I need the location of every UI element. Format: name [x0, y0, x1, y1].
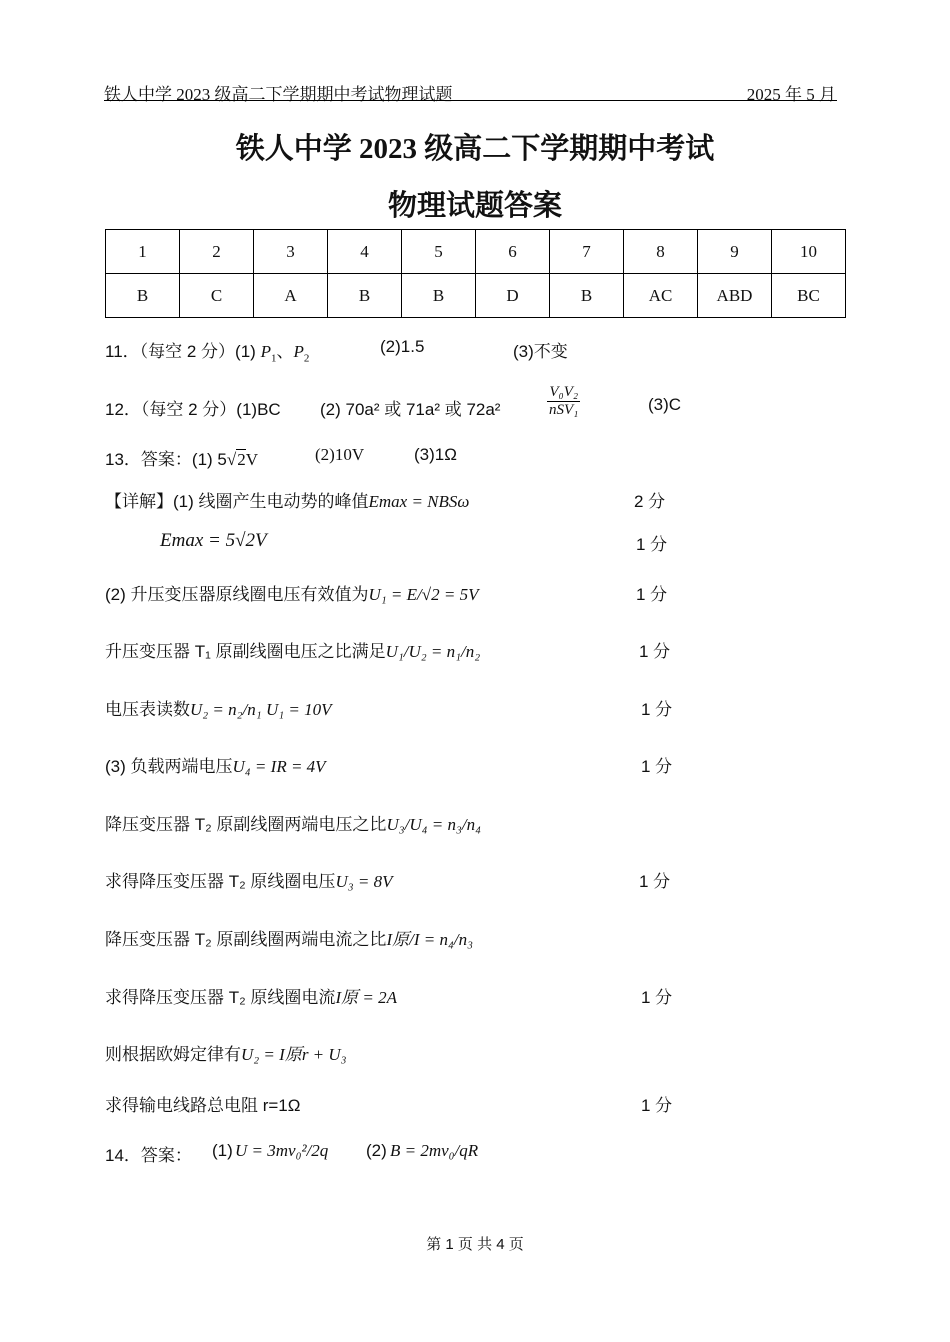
q12-prefix: 12．（每空 2 分）(1)BC	[105, 400, 281, 419]
table-cell: 2	[180, 230, 254, 274]
table-cell: C	[180, 274, 254, 318]
detail-line-6	[105, 752, 326, 777]
detail-line-7	[105, 810, 481, 835]
page-subtitle: 物理试题答案	[387, 190, 562, 222]
detail-formula: U₁ = E/√2 = 5V	[368, 585, 479, 604]
table-row-answers	[106, 274, 846, 318]
detail-formula: U₂ = I原r + U₃	[241, 1045, 347, 1064]
detail-formula: U₂ = n₂/n₁ U₁ = 10V	[190, 700, 332, 719]
detail-line-4	[105, 637, 480, 662]
page-footer: 第 1 页 共 4 页	[426, 1236, 524, 1253]
q11-part2: (2)1.5	[380, 337, 425, 356]
detail-text: 降压变压器 T₂ 原副线圈两端电流之比	[105, 930, 387, 949]
detail-text: (2) 升压变压器原线圈电压有效值为	[105, 585, 369, 604]
table-cell: D	[476, 274, 550, 318]
q14-line	[105, 1141, 479, 1166]
detail-score-1: 2 分	[634, 492, 666, 511]
detail-score-2: 1 分	[636, 535, 668, 554]
detail-text: 求得输电线路总电阻 r=1Ω	[105, 1096, 301, 1115]
detail-formula: Emax = 5√2V	[160, 530, 267, 551]
detail-formula: U₄ = IR = 4V	[232, 757, 326, 776]
table-row-numbers	[106, 230, 846, 274]
table-cell: B	[106, 274, 180, 318]
q13-line: 13．答案：(1) 5√2V (2)10V (3)1Ω	[105, 445, 457, 469]
q11-sub-1: 1	[270, 352, 277, 365]
table-cell: 10	[772, 230, 846, 274]
q11-prefix: 11．（每空 2 分）(1)	[105, 342, 261, 361]
q13-prefix: 13．答案：(1) 5	[105, 450, 227, 469]
detail-score-3: 1 分	[636, 585, 668, 604]
table-cell: A	[254, 274, 328, 318]
q11-answer-2: P	[293, 342, 304, 361]
table-cell: 6	[476, 230, 550, 274]
q13-part3: (3)1Ω	[414, 445, 457, 464]
q11-answer-1: P	[260, 342, 271, 361]
table-cell: B	[402, 274, 476, 318]
table-cell: B	[550, 274, 624, 318]
detail-text: 求得降压变压器 T₂ 原线圈电压	[105, 872, 336, 891]
detail-line-2	[160, 530, 267, 552]
table-cell: 7	[550, 230, 624, 274]
detail-text: 则根据欧姆定律有	[105, 1045, 241, 1064]
q14-part1-label: (1)	[212, 1141, 233, 1160]
detail-line-3	[105, 580, 478, 605]
table-cell: AC	[624, 274, 698, 318]
header-right: 2025 年 5 月	[746, 85, 836, 104]
table-cell: BC	[772, 274, 846, 318]
q13-part2: (2)10V	[315, 445, 365, 464]
detail-line-8	[105, 867, 392, 892]
q12-part2: (2) 70a² 或 71a² 或 72a²	[320, 400, 501, 419]
detail-line-1	[105, 487, 469, 512]
table-cell: 3	[254, 230, 328, 274]
table-cell: 1	[106, 230, 180, 274]
page-title: 铁人中学 2023 级高二下学期期中考试	[235, 133, 715, 165]
q12-fraction	[547, 384, 580, 420]
detail-formula: I原/I = n₄/n₃	[386, 930, 473, 949]
detail-formula: Emax = NBSω	[368, 492, 470, 511]
q14-part2-label: (2)	[366, 1141, 387, 1160]
q12-part3: (3)C	[648, 395, 682, 414]
table-cell: 4	[328, 230, 402, 274]
q14-formula-2: B = 2mv₀/qR	[390, 1141, 479, 1160]
detail-score-12: 1 分	[641, 1096, 673, 1115]
detail-formula: U₃/U₄ = n₃/n₄	[386, 815, 482, 834]
detail-score-10: 1 分	[641, 988, 673, 1007]
q12-fraction-denominator: nSV₁	[549, 402, 579, 419]
detail-line-5	[105, 695, 332, 720]
detail-line-12	[105, 1091, 300, 1116]
detail-text: (3) 负载两端电压	[105, 757, 233, 776]
detail-score-6: 1 分	[641, 757, 673, 776]
table-cell: 9	[698, 230, 772, 274]
q11-sep: 、	[276, 342, 294, 361]
detail-line-10	[105, 983, 397, 1008]
q13-radicand: 2	[237, 450, 246, 469]
q13-unit: V	[245, 450, 258, 469]
q14-prefix: 14．答案：	[105, 1146, 192, 1165]
detail-text: 求得降压变压器 T₂ 原线圈电流	[105, 988, 336, 1007]
q11-sub-2: 2	[303, 352, 310, 365]
detail-score-8: 1 分	[639, 872, 671, 891]
q11-line	[105, 337, 568, 365]
detail-formula: U₃ = 8V	[335, 872, 393, 891]
answer-table	[105, 229, 846, 318]
q14-formula-1: U = 3mv₀²/2q	[235, 1141, 329, 1160]
table-cell: 5	[402, 230, 476, 274]
detail-text: 升压变压器 T₁ 原副线圈电压之比满足	[105, 642, 386, 661]
detail-formula: U₁/U₂ = n₁/n₂	[385, 642, 481, 661]
detail-text: 【详解】(1) 线圈产生电动势的峰值	[105, 492, 369, 511]
detail-line-11	[105, 1040, 347, 1065]
detail-score-5: 1 分	[641, 700, 673, 719]
header-left: 铁人中学 2023 级高二下学期期中考试物理试题	[104, 85, 453, 104]
detail-line-9	[105, 925, 473, 950]
table-cell: 8	[624, 230, 698, 274]
table-cell: ABD	[698, 274, 772, 318]
table-cell: B	[328, 274, 402, 318]
q11-part3: (3)不变	[513, 342, 568, 361]
header-divider	[104, 100, 837, 101]
detail-formula: I原 = 2A	[335, 988, 397, 1007]
detail-score-4: 1 分	[639, 642, 671, 661]
detail-text: 电压表读数	[105, 700, 190, 719]
detail-text: 降压变压器 T₂ 原副线圈两端电压之比	[105, 815, 387, 834]
q12-fraction-numerator: V₀V₂	[547, 384, 580, 402]
